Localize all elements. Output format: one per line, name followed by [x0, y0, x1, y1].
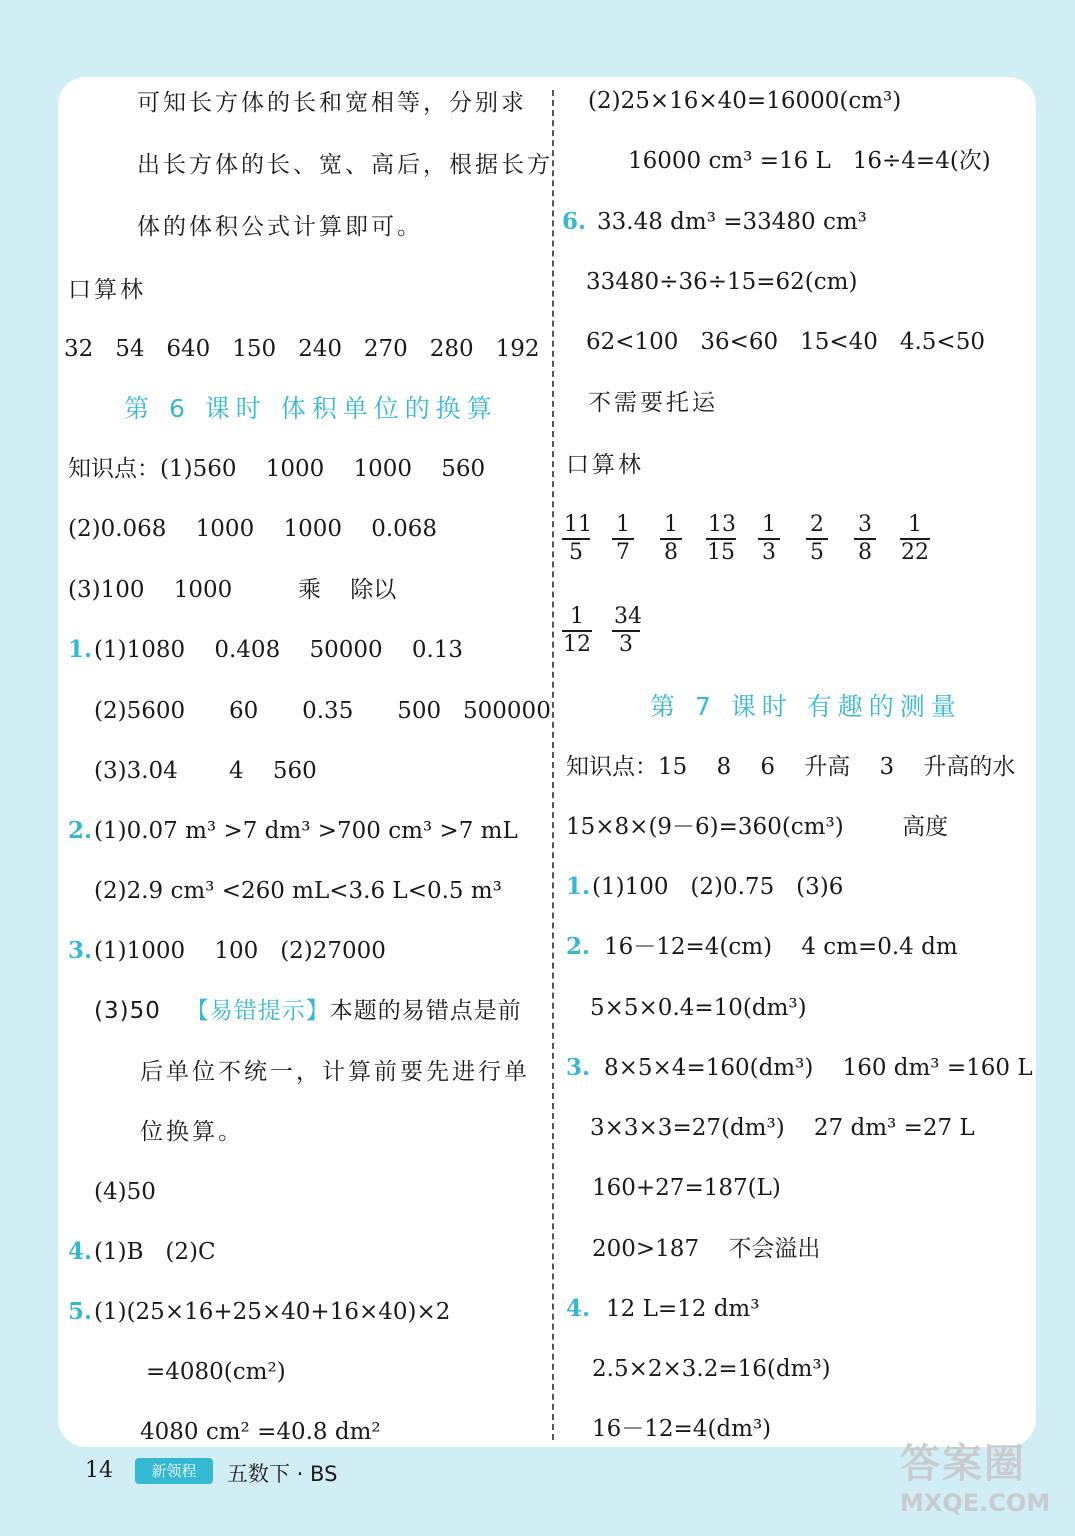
watermark-url: MXQE.COM [900, 1489, 1051, 1517]
fraction-4-denominator: 15 [707, 540, 735, 565]
fraction-3 [660, 512, 682, 566]
question-1-number: 1. [68, 636, 93, 663]
fraction-1-denominator: 5 [569, 540, 583, 565]
lesson-6-heading: 第 6 课时 体积单位的换算 [124, 394, 498, 423]
column-divider [552, 90, 554, 1440]
fraction-2-numerator: 1 [612, 512, 634, 540]
question-3-answer-3: (3)50 [94, 998, 186, 1024]
fraction-4-numerator: 13 [706, 512, 736, 540]
fraction-10-numerator: 34 [612, 604, 640, 632]
question-6-number: 6. [562, 208, 587, 235]
lesson7-q4-line-3: 16－12=4(dm³) [592, 1416, 772, 1442]
lesson7-q4-number: 4. [566, 1295, 591, 1322]
lesson7-q3-line-3: 160+27=187(L) [592, 1175, 781, 1201]
watermark-title: 答案圈 [900, 1441, 1026, 1487]
fraction-6-numerator: 2 [806, 512, 828, 540]
lesson7-q2-line-1: 16－12=4(cm) 4 cm=0.4 dm [604, 934, 958, 960]
fraction-10 [612, 604, 640, 658]
fraction-8-denominator: 22 [901, 540, 929, 565]
question-6-line-3: 62<100 36<60 15<40 4.5<50 [586, 329, 985, 355]
lesson7-q3-line-4: 200>187 不会溢出 [592, 1236, 821, 1262]
question-1-part-2: (2)5600 60 0.35 500 500000 [94, 698, 551, 724]
knowledge-line-1: 知识点：(1)560 1000 1000 560 [68, 456, 486, 482]
question-2-part-1: (1)0.07 m³ >7 dm³ >700 cm³ >7 mL [94, 818, 518, 844]
fraction-1-numerator: 11 [562, 512, 590, 540]
fraction-7-denominator: 8 [858, 540, 872, 565]
question-1-part-1: (1)1080 0.408 50000 0.13 [94, 637, 464, 663]
watermark [900, 1440, 1065, 1530]
knowledge-line-right-1: 知识点：15 8 6 升高 3 升高的水 [566, 754, 1016, 780]
question-4-answers: (1)B (2)C [94, 1239, 216, 1265]
publisher-logo: 新领程 [135, 1458, 213, 1484]
question-5-line-1: (1)(25×16+25×40+16×40)×2 [94, 1299, 451, 1325]
error-tip-line-3: 位换算。 [140, 1119, 244, 1145]
question-1-part-3: (3)3.04 4 560 [94, 758, 317, 784]
knowledge-line-2: (2)0.068 1000 1000 0.068 [68, 516, 438, 542]
q5-part-2-line-2: 16000 cm³ =16 L 16÷4=4(次) [628, 148, 991, 174]
question-3-number: 3. [68, 937, 93, 964]
fraction-8-numerator: 1 [900, 512, 930, 540]
lesson7-q3-number: 3. [566, 1054, 591, 1081]
lesson7-q3-line-2: 3×3×3=27(dm³) 27 dm³ =27 L [590, 1115, 975, 1141]
question-3-part-2 [94, 996, 522, 1026]
question-3-part-4: (4)50 [94, 1179, 156, 1205]
fraction-2 [612, 512, 634, 566]
fraction-9-denominator: 12 [563, 632, 591, 657]
lesson7-q2-line-2: 5×5×0.4=10(dm³) [590, 995, 807, 1021]
question-5-number: 5. [68, 1298, 93, 1325]
page-number: 14 [85, 1458, 113, 1483]
lesson7-q1-answers: (1)100 (2)0.75 (3)6 [592, 874, 844, 900]
question-6-line-1: 33.48 dm³ =33480 cm³ [597, 209, 867, 235]
question-2-number: 2. [68, 817, 93, 844]
knowledge-line-right-2: 15×8×(9－6)=360(cm³) 高度 [566, 814, 949, 840]
error-tip-line-2: 后单位不统一，计算前要先进行单 [140, 1059, 530, 1085]
question-4-number: 4. [68, 1238, 93, 1265]
explanation-line-3: 体的体积公式计算即可。 [137, 214, 423, 240]
question-3-part-1: (1)1000 100 (2)27000 [94, 938, 386, 964]
fraction-9-numerator: 1 [562, 604, 592, 632]
fraction-2-denominator: 7 [616, 540, 630, 565]
error-tip-text: 本题的易错点是前 [329, 998, 522, 1024]
mental-math-answers: 32 54 640 150 240 270 280 192 [64, 336, 540, 362]
lesson7-q4-line-2: 2.5×2×3.2=16(dm³) [592, 1356, 831, 1382]
fraction-6 [806, 512, 828, 566]
lesson7-q4-line-1: 12 L=12 dm³ [606, 1296, 760, 1322]
lesson7-q3-line-1: 8×5×4=160(dm³) 160 dm³ =160 L [604, 1055, 1033, 1081]
fraction-6-denominator: 5 [810, 540, 824, 565]
lesson-7-heading: 第 7 课时 有趣的测量 [650, 692, 962, 721]
fraction-3-denominator: 8 [664, 540, 678, 565]
fraction-5-numerator: 1 [758, 512, 780, 540]
explanation-line-2: 出长方体的长、宽、高后，根据长方 [137, 152, 553, 178]
fraction-1 [562, 512, 590, 566]
question-6-line-2: 33480÷36÷15=62(cm) [586, 269, 858, 295]
lesson7-q2-number: 2. [566, 933, 591, 960]
fraction-9 [562, 604, 592, 658]
fraction-7-numerator: 3 [854, 512, 876, 540]
question-5-line-2: =4080(cm²) [146, 1359, 286, 1385]
fraction-4 [706, 512, 736, 566]
knowledge-line-3: (3)100 1000 乘 除以 [68, 577, 397, 603]
fraction-3-numerator: 1 [660, 512, 682, 540]
lesson7-q1-number: 1. [566, 873, 591, 900]
fraction-8 [900, 512, 930, 566]
fraction-7 [854, 512, 876, 566]
mental-math-label: 口算林 [68, 277, 146, 303]
question-6-conclusion: 不需要托运 [588, 390, 718, 416]
error-tip-label: 【易错提示】 [185, 998, 330, 1024]
q5-part-2-line-1: (2)25×16×40=16000(cm³) [588, 88, 902, 114]
book-title: 五数下 · BS [227, 1462, 338, 1486]
explanation-line-1: 可知长方体的长和宽相等，分别求 [137, 90, 527, 116]
mental-math-label-right: 口算林 [566, 452, 644, 478]
fraction-5 [758, 512, 780, 566]
question-2-part-2: (2)2.9 cm³ <260 mL<3.6 L<0.5 m³ [94, 878, 502, 904]
question-5-line-3: 4080 cm² =40.8 dm² [140, 1419, 381, 1445]
fraction-10-denominator: 3 [619, 632, 633, 657]
fraction-5-denominator: 3 [762, 540, 776, 565]
